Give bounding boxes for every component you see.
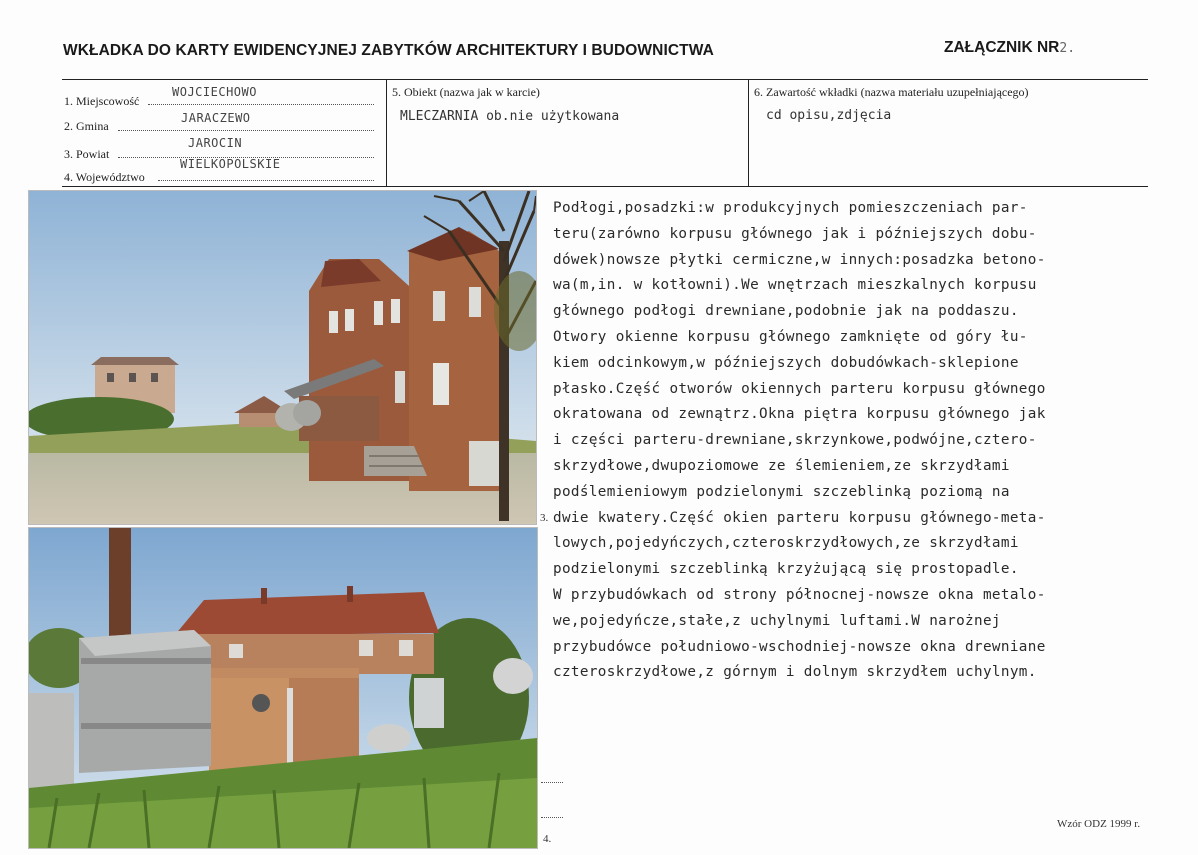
- annex-number: 2.: [1059, 41, 1076, 56]
- form-bottom-rule: [62, 186, 1148, 187]
- placeholder-dots-2: [541, 817, 563, 818]
- contents-value: cd opisu,zdjęcia: [766, 108, 892, 123]
- wojewodztwo-value: WIELKOPOLSKIE: [180, 157, 281, 171]
- section-marker-3: 3.: [540, 512, 549, 524]
- annex-label: [944, 39, 1075, 57]
- description-line: wa(m,in. w kotłowni).We wnętrzach mieszkalnych korpusu: [553, 277, 1037, 294]
- wojewodztwo-label: 4. Województwo: [64, 170, 145, 184]
- photo-building-facade: [28, 190, 537, 525]
- description-line: płasko.Część otworów okiennych parteru korpusu głównego: [553, 380, 1046, 397]
- photo-chimney-outbuildings-image: [29, 528, 537, 848]
- form-version-footer: Wzór ODZ 1999 r.: [1057, 818, 1141, 830]
- wojewodztwo-dots: [158, 180, 374, 181]
- page-title: WKŁADKA DO KARTY EWIDENCYJNEJ ZABYTKÓW ARCHITEKTURY I BUDOWNICTWA: [63, 42, 714, 59]
- description-line: czteroskrzydłowe,z górnym i dolnym skrzydłem uchylnym.: [553, 664, 1037, 681]
- description-line: dwie kwatery.Część okien parteru korpusu głównego-meta-: [553, 509, 1046, 526]
- form-top-rule: [62, 79, 1148, 80]
- description-line: dówek)nowsze płytki cermiczne,w innych:posadzka betono-: [553, 251, 1046, 268]
- description-line: okratowana od zewnątrz.Okna piętra korpusu głównego jak: [553, 406, 1046, 423]
- photo-building-facade-image: [29, 191, 536, 524]
- contents-label: 6. Zawartość wkładki (nazwa materiału uzupełniającego): [754, 85, 1029, 99]
- description-line: skrzydłowe,dwupoziomowe ze ślemieniem,ze skrzydłami: [553, 457, 1010, 474]
- powiat-value: JAROCIN: [188, 136, 243, 150]
- object-value: MLECZARNIA ob.nie użytkowana: [400, 109, 620, 124]
- powiat-label: 3. Powiat: [64, 147, 110, 161]
- photo-chimney-outbuildings: [28, 527, 538, 849]
- description-line: przybudówce południowo-wschodniej-nowsze okna drewniane: [553, 638, 1046, 655]
- object-label: 5. Obiekt (nazwa jak w karcie): [392, 85, 540, 99]
- description-line: Otwory okienne korpusu głównego zamknięte od góry łu-: [553, 328, 1028, 345]
- description-line: podślemieniowym podzielonymi szczeblinką poziomą na: [553, 483, 1010, 500]
- miejscowosc-label: 1. Miejscowość: [64, 94, 140, 108]
- description-line: głównego podłogi drewniane,podobnie jak na poddaszu.: [553, 303, 1019, 320]
- placeholder-dots-1: [541, 782, 563, 783]
- miejscowosc-value: WOJCIECHOWO: [172, 85, 257, 99]
- description-line: i części parteru-drewniane,skrzynkowe,podwójne,cztero-: [553, 432, 1037, 449]
- annex-label-text: ZAŁĄCZNIK NR: [944, 39, 1060, 56]
- section-marker-4: 4.: [543, 833, 552, 845]
- description-line: teru(zarówno korpusu głównego jak i późniejszych dobu-: [553, 225, 1037, 242]
- description-text: [553, 196, 1133, 686]
- description-line: kiem odcinkowym,w późniejszych dobudówkach-sklepione: [553, 354, 1019, 371]
- form-divider-1: [386, 79, 387, 187]
- description-line: lowych,pojedyńczych,czteroskrzydłowych,ze skrzydłami: [553, 535, 1019, 552]
- form-divider-2: [748, 79, 749, 187]
- gmina-dots: [118, 130, 374, 131]
- description-line: podzielonymi szczeblinką krzyżującą się prostopadle.: [553, 561, 1019, 578]
- description-line: W przybudówkach od strony północnej-nowsze okna metalo-: [553, 586, 1046, 603]
- miejscowosc-dots: [148, 104, 374, 105]
- description-line: we,pojedyńcze,stałe,z uchylnymi luftami.W narożnej: [553, 612, 1001, 629]
- gmina-value: JARACZEWO: [181, 111, 251, 125]
- description-line: Podłogi,posadzki:w produkcyjnych pomieszczeniach par-: [553, 200, 1028, 216]
- gmina-label: 2. Gmina: [64, 119, 109, 133]
